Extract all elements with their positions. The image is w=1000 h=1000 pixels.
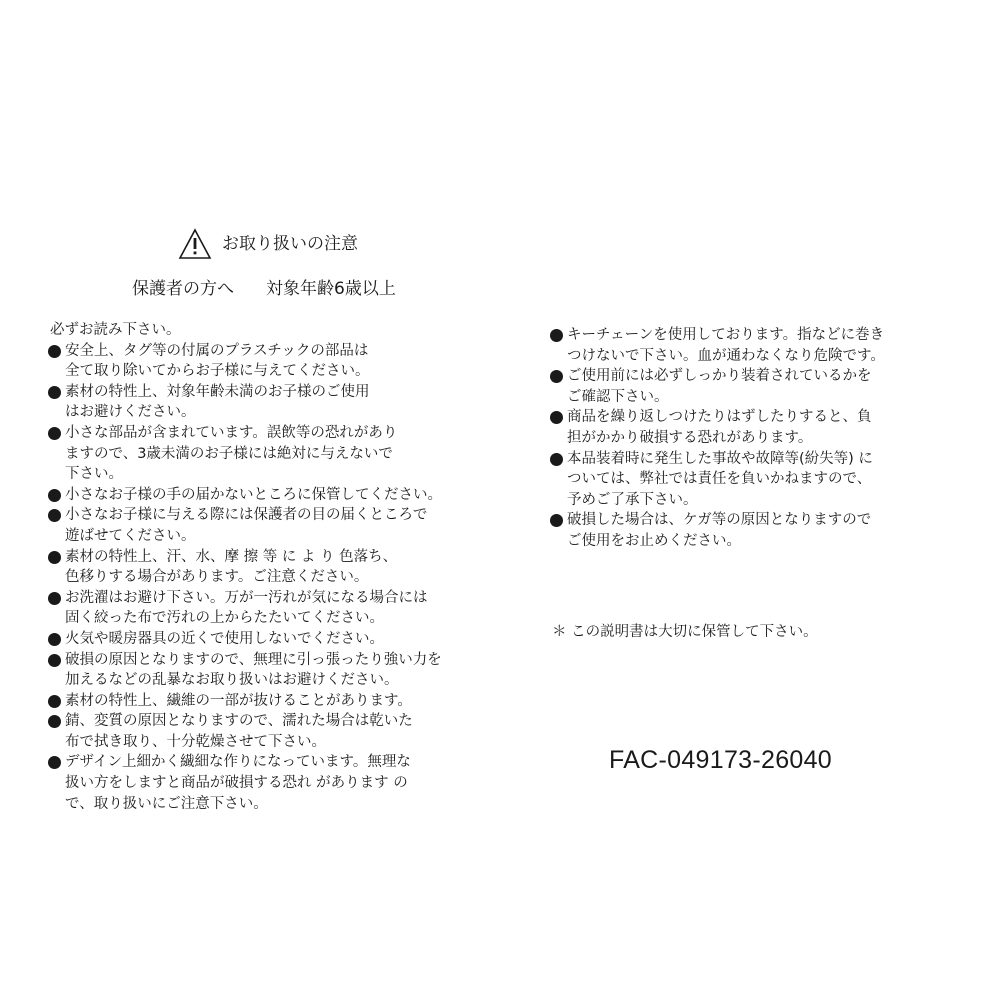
list-item — [48, 752, 488, 814]
item-line: 素材の特性上、繊維の一部が抜けることがあります。 — [65, 692, 412, 709]
item-line: 商品を繰り返しつけたりはずしたりすると、負 — [567, 409, 872, 426]
list-item — [48, 629, 488, 650]
item-text — [65, 691, 488, 712]
bullet-icon — [48, 752, 63, 814]
item-line: お洗濯はお避け下さい。万が一汚れが気になる場合には — [65, 589, 428, 606]
item-text — [65, 382, 488, 423]
item-text — [567, 510, 970, 551]
item-text — [65, 629, 488, 650]
bullet-icon — [550, 366, 565, 407]
item-text — [65, 547, 488, 588]
list-item — [550, 407, 970, 448]
page-title: お取り扱いの注意 — [222, 234, 358, 254]
item-text — [65, 485, 488, 506]
bullet-icon — [48, 547, 63, 588]
item-line: 固く絞った布で汚れの上からたたいてください。 — [65, 610, 384, 627]
item-line: ご使用をお止めください。 — [567, 532, 741, 549]
item-text — [567, 407, 970, 448]
item-line: 下さい。 — [65, 466, 123, 483]
bullet-icon — [48, 505, 63, 546]
item-line: 布で拭き取り、十分乾燥させて下さい。 — [65, 733, 326, 750]
item-text — [65, 752, 488, 814]
list-item — [48, 588, 488, 629]
bullet-icon — [48, 691, 63, 712]
list-item — [48, 382, 488, 423]
left-items — [48, 341, 488, 815]
list-item — [550, 366, 970, 407]
item-text — [65, 505, 488, 546]
item-line: 扱い方をしますと商品が破損する恐れ があります の — [65, 775, 408, 792]
bullet-icon — [48, 588, 63, 629]
warning-triangle-icon — [178, 228, 212, 260]
item-line: 破損の原因となりますので、無理に引っ張ったり強い力を — [65, 651, 442, 668]
list-item — [48, 547, 488, 588]
item-line: 素材の特性上、対象年齢未満のお子様のご使用 — [65, 383, 370, 400]
item-line: ついては、弊社では責任を負いかねますので、 — [567, 471, 872, 488]
bullet-icon — [48, 629, 63, 650]
list-item — [48, 341, 488, 382]
item-line: で、取り扱いにご注意下さい。 — [65, 795, 268, 812]
item-line: 遊ばせてください。 — [65, 527, 196, 544]
bullet-icon — [550, 510, 565, 551]
bullet-icon — [550, 407, 565, 448]
intro-text: 必ずお読み下さい。 — [50, 322, 181, 338]
list-item — [48, 423, 488, 485]
list-item — [550, 325, 970, 366]
right-warning-list — [550, 325, 970, 552]
item-line: キーチェーンを使用しております。指などに巻き — [567, 327, 885, 343]
item-line: デザイン上細かく繊細な作りになっています。無理な — [65, 754, 411, 771]
item-text — [65, 341, 488, 382]
item-line: 加えるなどの乱暴なお取り扱いはお避けください。 — [65, 672, 399, 689]
item-text — [65, 650, 488, 691]
storage-note: ＊ この説明書は大切に保管して下さい。 — [552, 624, 818, 640]
item-line: ますので、3歳未満のお子様には絶対に与えないで — [65, 445, 393, 462]
item-line: 全て取り除いてからお子様に与えてください。 — [65, 363, 370, 380]
bullet-icon — [550, 449, 565, 511]
item-line: 小さなお子様の手の届かないところに保管してください。 — [65, 486, 442, 503]
bullet-icon — [48, 650, 63, 691]
list-item — [48, 711, 488, 752]
bullet-icon — [550, 325, 565, 366]
subtitle — [132, 277, 396, 301]
age-label: 対象年齢6歳以上 — [266, 279, 396, 299]
bullet-icon — [48, 423, 63, 485]
list-item — [550, 449, 970, 511]
item-line: 本品装着時に発生した事故や故障等(紛失等) に — [567, 450, 873, 467]
item-line: 錆、変質の原因となりますので、濡れた場合は乾いた — [65, 713, 413, 730]
item-line: 安全上、タグ等の付属のプラスチックの部品は — [65, 342, 369, 359]
item-line: 予めご了承下さい。 — [567, 491, 698, 508]
item-line: 破損した場合は、ケガ等の原因となりますので — [567, 512, 872, 529]
item-line: 小さな部品が含まれています。誤飲等の恐れがあり — [65, 424, 398, 441]
bullet-icon — [48, 485, 63, 506]
item-text — [65, 588, 488, 629]
item-line: ご使用前には必ずしっかり装着されているかを — [567, 368, 872, 385]
item-text — [567, 325, 970, 366]
right-items — [550, 325, 970, 552]
item-line: 素材の特性上、汗、水、摩 擦 等 に よ り 色落ち、 — [65, 548, 398, 565]
product-code: FAC-049173-26040 — [609, 746, 833, 774]
list-item — [48, 650, 488, 691]
item-line: 火気や暖房器具の近くで使用しないでください。 — [65, 630, 384, 647]
bullet-icon — [48, 382, 63, 423]
item-line: はお避けください。 — [65, 404, 196, 421]
warning-heading — [178, 226, 358, 262]
item-line: 色移りする場合があります。ご注意ください。 — [65, 569, 369, 586]
item-line: ご確認下さい。 — [567, 388, 669, 405]
item-text — [567, 366, 970, 407]
list-item — [48, 691, 488, 712]
item-line: つけないで下さい。血が通わなくなり危険です。 — [567, 347, 885, 364]
list-item — [48, 505, 488, 546]
audience-label: 保護者の方へ — [132, 279, 234, 299]
left-warning-list — [48, 320, 488, 814]
list-item — [550, 510, 970, 551]
item-text — [65, 711, 488, 752]
item-text — [567, 449, 970, 511]
item-line: 小さなお子様に与える際には保護者の目の届くところで — [65, 507, 428, 524]
bullet-icon — [48, 341, 63, 382]
list-item — [48, 485, 488, 506]
item-text — [65, 423, 488, 485]
item-line: 担がかかり破損する恐れがあります。 — [567, 429, 813, 446]
bullet-icon — [48, 711, 63, 752]
